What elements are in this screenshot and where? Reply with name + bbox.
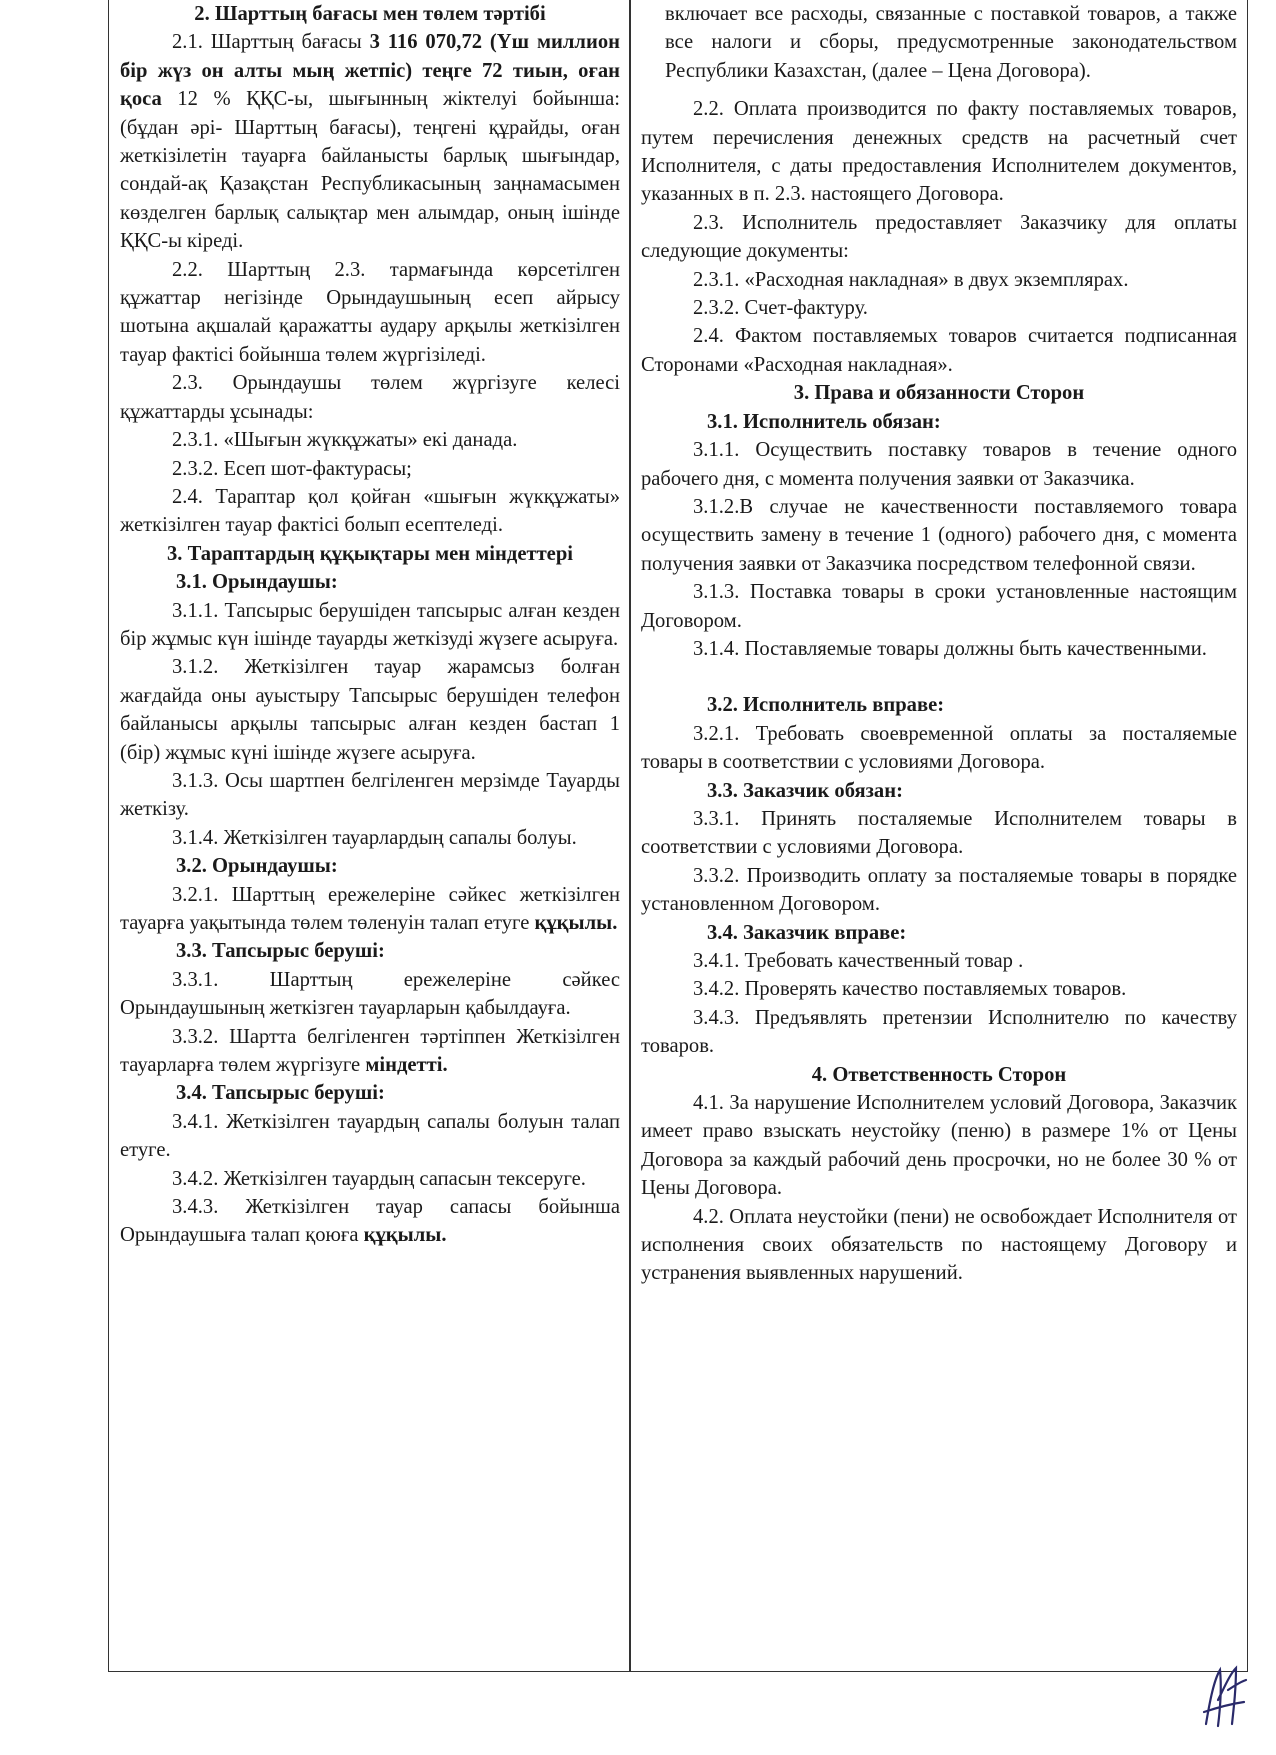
subsection-3-1-ru: 3.1. Исполнитель обязан: [707, 410, 941, 433]
section-3-heading-ru: 3. Права и обязанности Сторон [793, 382, 1085, 405]
clause-4-1-ru: 4.1. За нарушение Исполнителем условий Договора, Заказчик имеет право взыскать неустойку (пеню) в размере 1% от Цены Договора за каждый рабочий день просрочки, но не более 30 % от Цены Договора. [641, 1092, 1237, 1200]
contract-page [108, 0, 1248, 1672]
subsection-3-3-kz: 3.3. Тапсырыс беруші: [176, 940, 385, 963]
clause-3-2-1-kz: 3.2.1. Шарттың ережелеріне сәйкес жеткізілген тауарға уақытында төлем төленуін талап етуге құқылы. [120, 883, 620, 934]
clause-3-3-2-ru: 3.3.2. Производить оплату за посталяемые товары в порядке установленном Договором. [641, 864, 1237, 916]
clause-3-2-1-ru: 3.2.1. Требовать своевременной оплаты за посталяемые товары в соответствии с условиями Договора. [641, 722, 1237, 774]
clause-3-3-1-kz: 3.3.1. Шарттың ережелеріне сәйкес Орындаушының жеткізген тауарларын қабылдауға. [120, 968, 620, 1020]
clause-2-1-continuation-ru: включает все расходы, связанные с поставкой товаров, а также все налоги и сборы, предусмотренные законодательством Республики Казахстан, (далее – Цена Договора). [665, 3, 1237, 82]
subsection-3-2-kz: 3.2. Орындаушы: [176, 855, 338, 878]
clause-3-4-2-ru: 3.4.2. Проверять качество поставляемых товаров. [693, 978, 1127, 1001]
column-divider [629, 0, 631, 1672]
clause-3-1-1-kz: 3.1.1. Тапсырыс берушіден тапсырыс алған кезден бір жұмыс күн ішінде тауарды жеткізуді жүзеге асыруға. [120, 599, 620, 650]
subsection-3-4-kz: 3.4. Тапсырыс беруші: [176, 1082, 385, 1105]
clause-2-3-ru: 2.3. Исполнитель предоставляет Заказчику для оплаты следующие документы: [641, 211, 1237, 263]
clause-3-3-1-ru: 3.3.1. Принять посталяемые Исполнителем товары в соответствии с условиями Договора. [641, 807, 1237, 859]
clause-3-4-1-ru: 3.4.1. Требовать качественный товар . [693, 950, 1024, 972]
clause-3-4-3-ru: 3.4.3. Предъявлять претензии Исполнителю по качеству товаров. [641, 1006, 1237, 1058]
clause-4-2-ru: 4.2. Оплата неустойки (пени) не освобождает Исполнителя от исполнения своих обязательств по настоящему Договору и устранения выявленных нарушений. [641, 1205, 1237, 1285]
subsection-3-2-ru: 3.2. Исполнитель вправе: [707, 694, 945, 717]
clause-2-3-1-kz: 2.3.1. «Шығын жүкқұжаты» екі данада. [172, 429, 518, 452]
clause-3-1-1-ru: 3.1.1. Осуществить поставку товаров в течение одного рабочего дня, с момента получения заявки от Заказчика. [641, 439, 1237, 490]
clause-2-3-2-kz: 2.3.2. Есеп шот-фактурасы; [172, 457, 412, 480]
clause-2-1-kz: 2.1. Шарттың бағасы 3 116 070,72 (Үш миллион бір жүз он алты мың жетпіс) теңге 72 тиын, оған қоса 12 % ҚҚС-ы, шығынның жіктелуі бойынша: (бұдан әрі- Шарттың бағасы), теңгені құрайды, оған жеткізілетін тауарға байланысты барлық шығындар, сондай-ақ Қазақстан Республикасының заңнамасымен көзделген барлық салықтар мен алымдар, оның ішінде ҚҚС-ы кіреді. [120, 31, 620, 253]
kazakh-column [120, 0, 620, 1250]
subsection-3-3-ru: 3.3. Заказчик обязан: [707, 779, 903, 802]
clause-2-3-1-ru: 2.3.1. «Расходная накладная» в двух экземплярах. [693, 268, 1129, 291]
clause-3-1-2-ru: 3.1.2.В случае не качественности поставляемого товара осуществить замену в течение 1 (одного) рабочего дня, с момента получения заявки от Заказчика посредством телефонной связи. [641, 495, 1237, 575]
clause-3-1-4-ru: 3.1.4. Поставляемые товары должны быть качественными. [693, 637, 1207, 660]
clause-2-4-ru: 2.4. Фактом поставляемых товаров считается подписанная Сторонами «Расходная накладная». [641, 325, 1237, 376]
clause-3-1-3-ru: 3.1.3. Поставка товары в сроки установленные настоящим Договором. [641, 581, 1237, 632]
subsection-3-4-ru: 3.4. Заказчик вправе: [707, 921, 907, 944]
clause-3-1-2-kz: 3.1.2. Жеткізілген тауар жарамсыз болған жағдайда оны ауыстыру Тапсырыс берушіден телефон байланысы арқылы тапсырыс алған кезден бастап 1 (бір) жұмыс күні ішінде жүзеге асыруға. [120, 656, 620, 764]
clause-2-3-2-ru: 2.3.2. Счет-фактуру. [693, 297, 868, 320]
section-4-heading-ru: 4. Ответственность Сторон [811, 1063, 1067, 1086]
clause-3-4-3-kz: 3.4.3. Жеткізілген тауар сапасы бойынша Орындаушыға талап қоюға құқылы. [120, 1196, 620, 1247]
clause-3-3-2-kz: 3.3.2. Шартта белгіленген тәртіппен Жеткізілген тауарларға төлем жүргізуге міндетті. [120, 1025, 620, 1077]
section-2-heading-kz: 2. Шарттың бағасы мен төлем тәртібі [194, 3, 546, 25]
clause-2-4-kz: 2.4. Тараптар қол қойған «шығын жүкқұжаты» жеткізілген тауар фактісі болып есептеледі. [120, 485, 620, 537]
clause-2-2-kz: 2.2. Шарттың 2.3. тармағында көрсетілген құжаттар негізінде Орындаушының есеп айрысу шотына ақшалай қаражатты аудару арқылы жеткізілген тауар фактісі бойынша төлем жүргізіледі. [120, 258, 620, 366]
section-3-heading-kz: 3. Тараптардың құқықтары мен міндеттері [166, 542, 574, 565]
clause-3-1-4-kz: 3.1.4. Жеткізілген тауарлардың сапалы болуы. [172, 826, 577, 849]
clause-3-4-1-kz: 3.4.1. Жеткізілген тауардың сапалы болуын талап етуге. [120, 1110, 620, 1162]
clause-2-3-kz: 2.3. Орындаушы төлем жүргізуге келесі құжаттарды ұсынады: [120, 372, 620, 423]
russian-column [641, 0, 1237, 1288]
signature-initials [1198, 1660, 1250, 1732]
clause-3-1-3-kz: 3.1.3. Осы шартпен белгіленген мерзімде Тауарды жеткізу. [120, 769, 620, 821]
clause-2-2-ru: 2.2. Оплата производится по факту поставляемых товаров, путем перечисления денежных средств на расчетный счет Исполнителя, с даты предоставления Исполнителем документов, указанных в п. 2.3. настоящего Договора. [641, 98, 1237, 206]
clause-3-4-2-kz: 3.4.2. Жеткізілген тауардың сапасын тексеруге. [172, 1167, 586, 1190]
subsection-3-1-kz: 3.1. Орындаушы: [176, 571, 338, 594]
